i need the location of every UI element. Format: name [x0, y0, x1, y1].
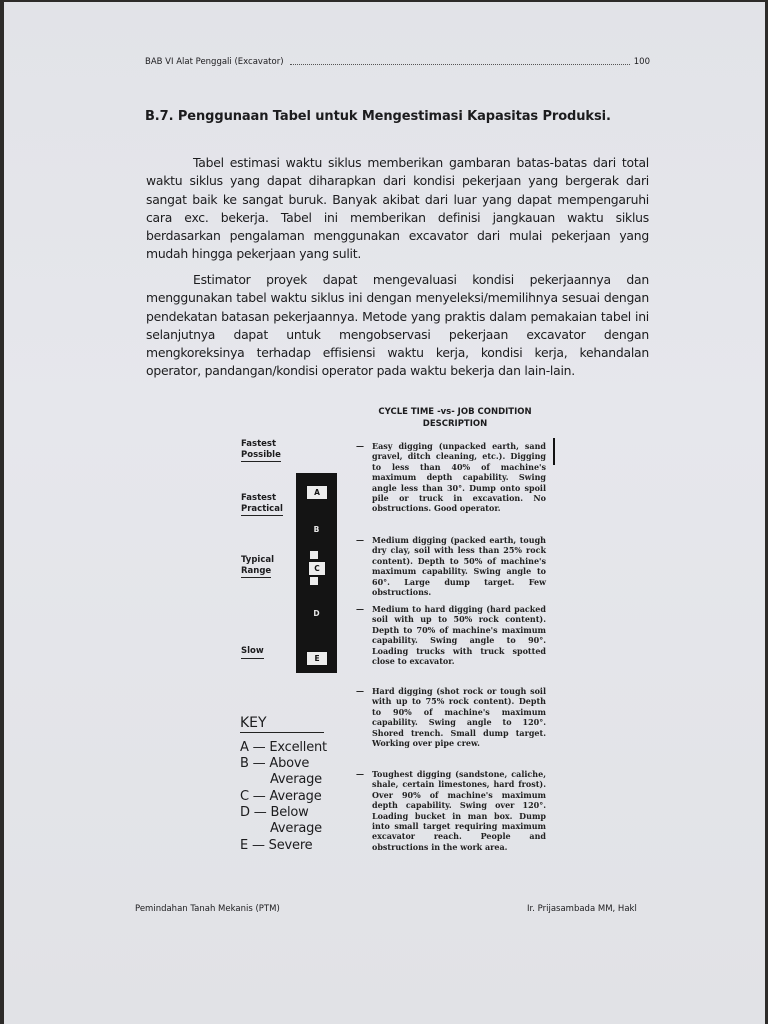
description-c: — Medium to hard digging (hard packed soil with up to 50% rock content). Depth to 70% of machine's maximum capability. Swing angle to 90°. Loading trucks with truck spotted close to excavator.	[356, 604, 546, 667]
key-item-a-text: A — Excellent	[240, 740, 327, 755]
key-item-e	[240, 838, 312, 854]
page-number: 100	[633, 57, 650, 67]
paragraph-1	[146, 154, 649, 264]
header-leader-dots	[290, 64, 630, 65]
key-item-e-text: E — Severe	[240, 838, 313, 853]
label-fastest-possible	[241, 439, 281, 462]
label-fastest-practical	[241, 493, 283, 516]
description-e-text: Toughest digging (sandstone, caliche, shale, certain limestones, hard frost). Over 90% of machine's maximum depth capability. Swing over 120°. Loading bucket in man box. Dump into small target requiring maximum excavator reach. People and obstructions in the work area.	[372, 769, 546, 852]
description-d-text: Hard digging (shot rock or tough soil with up to 75% rock content). Depth to 90% of machine's maximum capability. Swing angle to 120°. Shored trench. Small dump target. Working over pipe crew.	[372, 686, 546, 749]
grade-c-box: C	[308, 561, 326, 576]
key-item-d	[240, 805, 322, 837]
vertical-rule	[553, 438, 555, 465]
figure-caption-line-1: CYCLE TIME -vs- JOB CONDITION	[378, 407, 532, 417]
label-typical-range-line-2: Range	[241, 566, 271, 579]
label-fastest-practical-line-2: Practical	[241, 504, 283, 517]
label-slow-text: Slow	[241, 646, 264, 659]
paragraph-1-text: Tabel estimasi waktu siklus memberikan gambaran batas-batas dari total waktu siklus yang dapat diharapkan dari kondisi pekerjaan yang bergerak dari sangat baik ke sangat buruk. Banyak akibat dari luar yang dapat mempengaruhi cara exc. bekerja. Tabel ini memberikan definisi jangkauan waktu siklus berdasarkan pengalaman menggunakan excavator dari mulai pekerjaan yang mudah hingga pekerjaan yang sulit.	[146, 155, 649, 262]
section-title: B.7. Penggunaan Tabel untuk Mengestimasi Kapasitas Produksi.	[145, 109, 611, 124]
grade-b-label: B	[313, 524, 320, 534]
description-e: — Toughest digging (sandstone, caliche, shale, certain limestones, hard frost). Over 90% of machine's maximum depth capability. Swing over 120°. Loading bucket in man box. Dump into small target requiring maximum excavator reach. People and obstructions in the work area.	[356, 769, 546, 852]
key-item-b-cont: Average	[270, 772, 322, 787]
label-slow	[241, 646, 264, 659]
figure-caption	[356, 406, 554, 430]
grade-e-box: E	[306, 651, 328, 666]
key-item-d-text: D — Below	[240, 805, 309, 820]
description-c-text: Medium to hard digging (hard packed soil with up to 50% rock content). Depth to 70% of machine's maximum capability. Swing angle to 90°. Loading trucks with truck spotted close to excavator.	[372, 604, 546, 667]
label-typical-range-line-1: Typical	[241, 555, 275, 565]
key-item-a	[240, 740, 327, 756]
document-page	[4, 2, 765, 1024]
footer-left: Pemindahan Tanah Mekanis (PTM)	[135, 904, 280, 914]
label-fastest-practical-line-1: Fastest	[241, 493, 277, 503]
key-item-c-text: C — Average	[240, 789, 322, 804]
paragraph-2	[146, 271, 649, 381]
figure-caption-line-2: DESCRIPTION	[422, 419, 488, 429]
grade-d-label: D	[313, 608, 320, 618]
description-a: — Easy digging (unpacked earth, sand gravel, ditch cleaning, etc.). Digging to less than 40% of machine's maximum depth capability. Swing angle less than 30°. Dump onto spoil pile or truck in excavation. No obstructions. Good operator.	[356, 441, 546, 514]
key-title: KEY	[240, 715, 324, 733]
key-item-c	[240, 789, 322, 805]
grade-a-box: A	[306, 485, 328, 500]
key-item-b	[240, 756, 322, 788]
description-d: — Hard digging (shot rock or tough soil with up to 75% rock content). Depth to 90% of machine's maximum capability. Swing angle to 120°. Shored trench. Small dump target. Working over pipe crew.	[356, 686, 546, 749]
description-b: — Medium digging (packed earth, tough dry clay, soil with less than 25% rock content). Depth to 50% of machine's maximum capability. Swing angle to 60°. Large dump target. Few obstructions.	[356, 535, 546, 598]
header-chapter: BAB VI Alat Penggali (Excavator)	[145, 57, 284, 67]
label-typical-range	[241, 555, 274, 578]
description-a-text: Easy digging (unpacked earth, sand gravel, ditch cleaning, etc.). Digging to less than 40% of machine's maximum depth capability. Swing angle less than 30°. Dump onto spoil pile or truck in excavation. No obstructions. Good operator.	[372, 441, 546, 514]
label-fastest-possible-line-1: Fastest	[241, 439, 277, 449]
page-header	[145, 57, 650, 67]
key-item-d-cont: Average	[270, 821, 322, 836]
range-tick-bottom	[310, 577, 318, 585]
cycle-time-scale-bar	[296, 473, 337, 673]
label-fastest-possible-line-2: Possible	[241, 450, 281, 463]
description-b-text: Medium digging (packed earth, tough dry clay, soil with less than 25% rock content). Depth to 50% of machine's maximum capability. Swing angle to 60°. Large dump target. Few obstructions.	[372, 535, 546, 598]
key-item-b-text: B — Above	[240, 756, 310, 771]
footer-right: Ir. Prijasambada MM, Hakl	[527, 904, 637, 914]
range-tick-top	[310, 551, 318, 559]
paragraph-2-text: Estimator proyek dapat mengevaluasi kondisi pekerjaannya dan menggunakan tabel waktu siklus ini dengan menyeleksi/memilihnya sesuai dengan pendekatan batasan pekerjaannya. Metode yang praktis dalam pemakaian tabel ini selanjutnya dapat untuk mengobservasi pekerjaan excavator dengan mengkoreksinya terhadap effisiensi waktu kerja, kondisi kerja, kehandalan operator, pandangan/kondisi operator pada waktu bekerja dan lain-lain.	[146, 272, 649, 379]
